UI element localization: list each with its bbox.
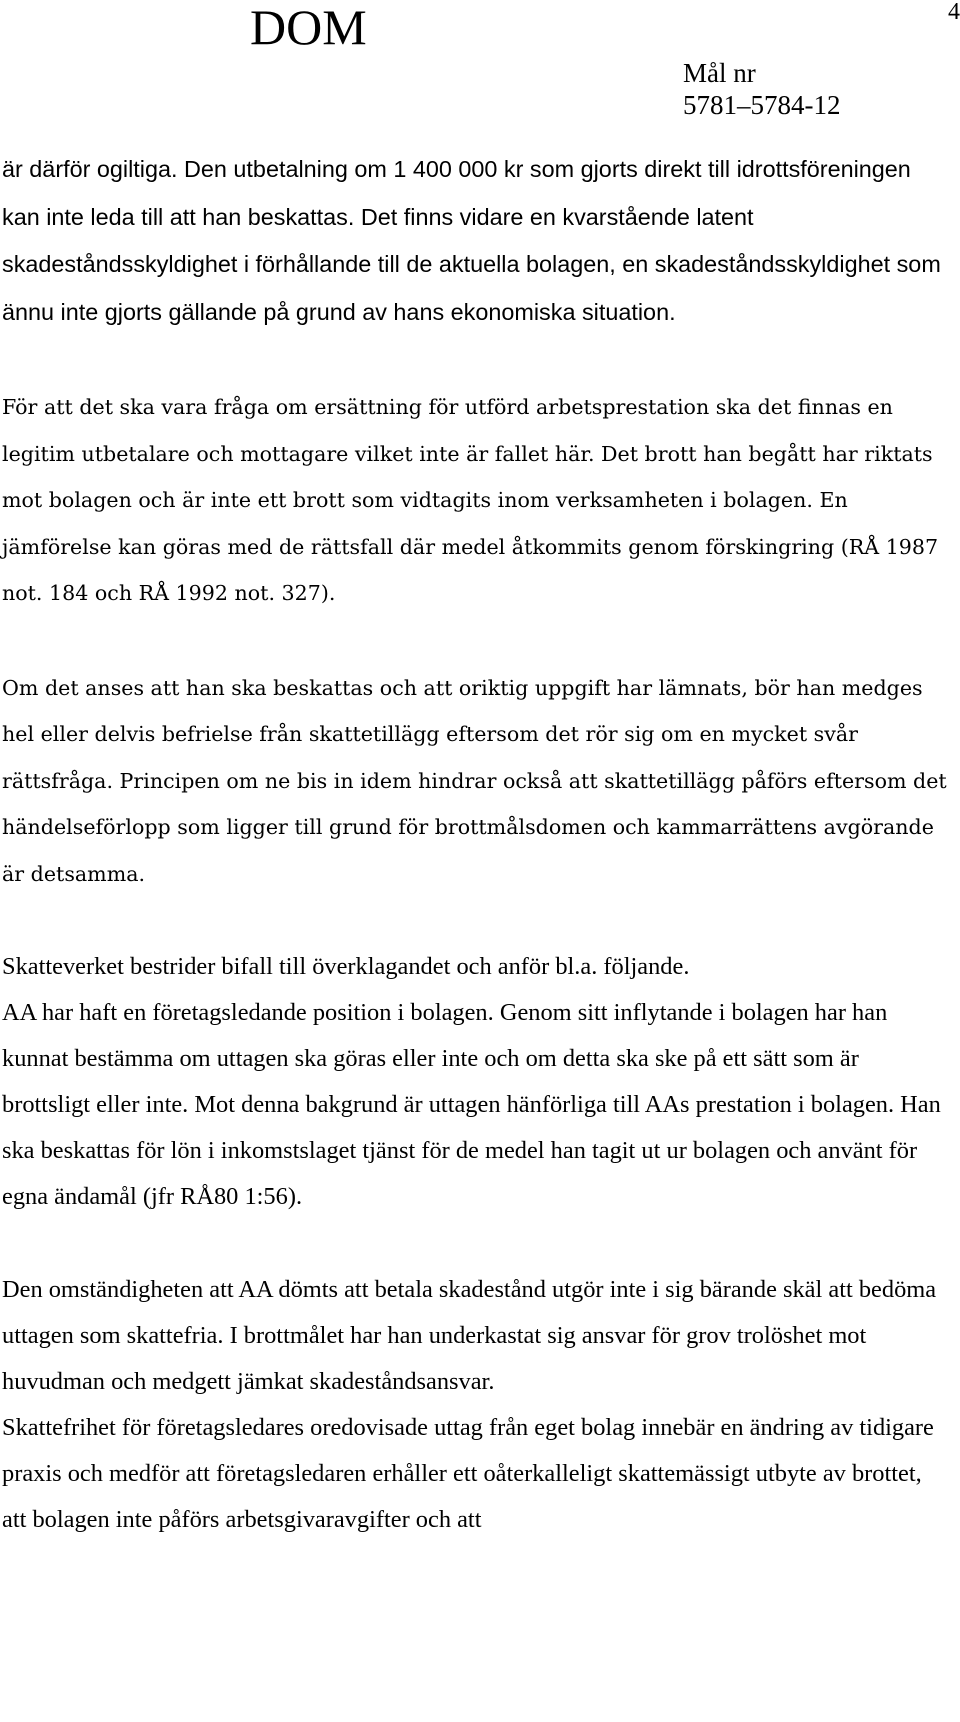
paragraph-2: För att det ska vara fråga om ersättning för utförd arbetsprestation ska det finnas en legitim utbetalare och mottagare vilket inte är fallet här. Det brott han begått har riktats mot bolagen och är inte ett brott som vidtagits inom verksamheten i bolagen. En jämförelse kan göras med de rättsfall där medel åtkommits genom förskingring (RÅ 1987 not. 184 och RÅ 1992 not. 327). xyxy=(2,395,939,605)
document-body xyxy=(2,146,950,1543)
page-number: 4 xyxy=(948,0,960,25)
paragraph-1: är därför ogiltiga. Den utbetalning om 1 400 000 kr som gjorts direkt till idrottsföreningen kan inte leda till att han beskattas. Det finns vidare en kvarstående latent skadeståndsskyldighet i förhållande till de aktuella bolagen, en skadeståndsskyldighet som ännu inte gjorts gällande på grund av hans ekonomiska situation. xyxy=(2,156,941,325)
paragraph-7: Skattefrihet för företagsledares oredovisade uttag från eget bolag innebär en ändring av tidigare praxis och medför att företagsledaren erhåller ett oåterkalleligt skattemässigt utbyte av brottet, att bolagen inte påförs arbetsgivaravgifter och att xyxy=(2,1414,934,1533)
case-number-label: Mål nr xyxy=(683,58,756,88)
case-number: 5781–5784-12 xyxy=(683,90,841,120)
paragraph-3: Om det anses att han ska beskattas och att oriktig uppgift har lämnats, bör han medges hel eller delvis befrielse från skattetillägg eftersom det rör sig om en mycket svår rättsfråga. Principen om ne bis in idem hindrar också att skattetillägg påförs eftersom det händelseförlopp som ligger till grund för brottmålsdomen och kammarrättens avgörande är detsamma. xyxy=(2,675,947,886)
paragraph-6: Den omständigheten att AA dömts att betala skadestånd utgör inte i sig bärande skäl att bedöma uttagen som skattefria. I brottmålet har han underkastat sig ansvar för grov trolöshet mot huvudman och medgett jämkat skadeståndsansvar. xyxy=(2,1276,937,1395)
paragraph-4: Skatteverket bestrider bifall till överklagandet och anför bl.a. följande. xyxy=(2,953,690,980)
page-header xyxy=(0,0,960,130)
document-type-title: DOM xyxy=(250,0,367,55)
paragraph-5: AA har haft en företagsledande position i bolagen. Genom sitt inflytande i bolagen har han kunnat bestämma om uttagen ska göras eller inte och om detta ska ske på ett sätt som är brottsligt eller inte. Mot denna bakgrund är uttagen hänförliga till AAs prestation i bolagen. Han ska beskattas för lön i inkomstslaget tjänst för de medel han tagit ut ur bolagen och använt för egna ändamål (jfr RÅ80 1:56). xyxy=(2,999,941,1210)
